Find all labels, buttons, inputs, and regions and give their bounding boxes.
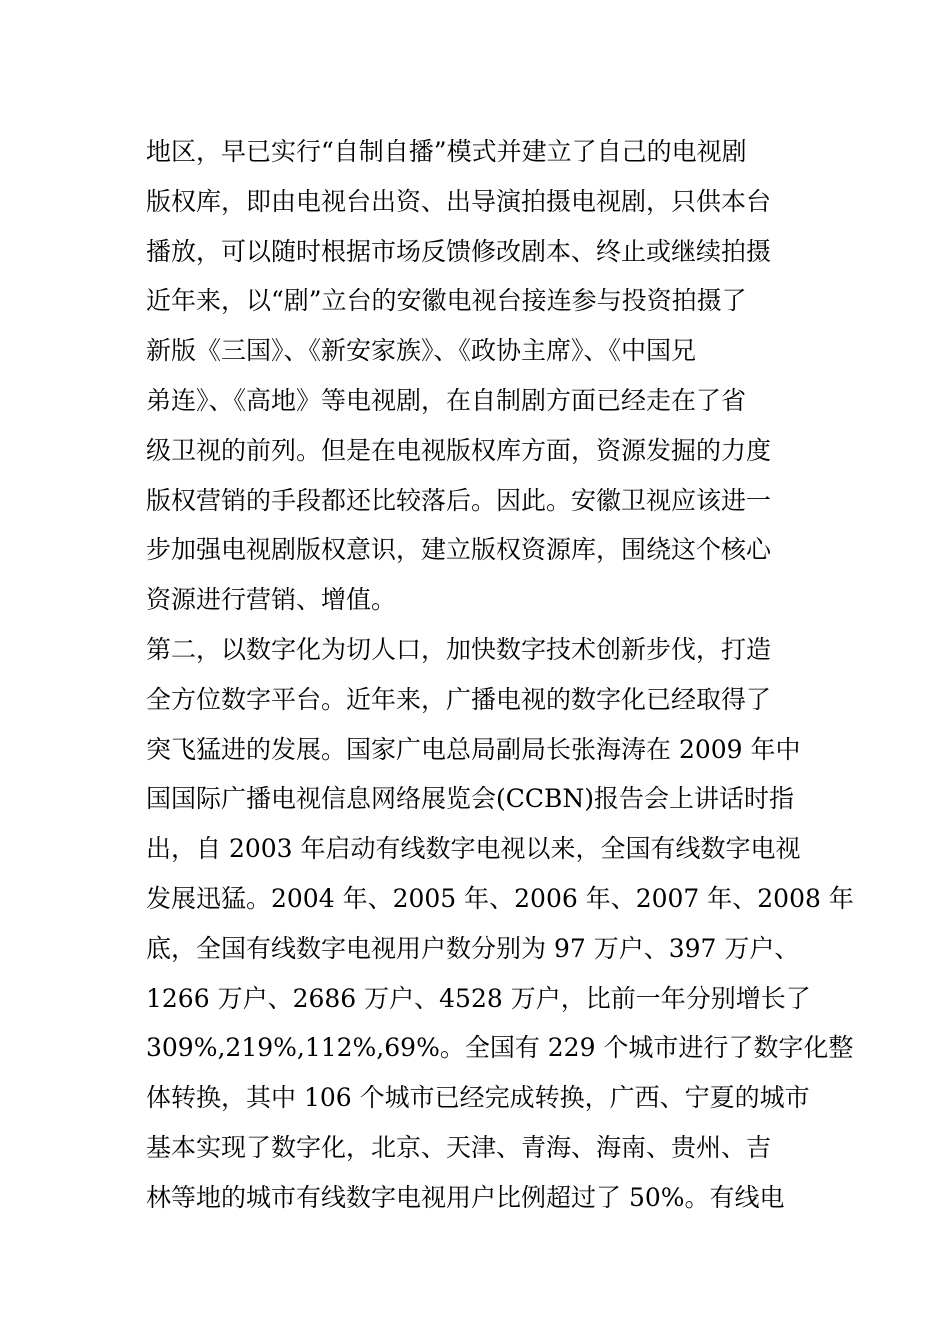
text-line: 近年来，以“剧”立台的安徽电视台接连参与投资拍摄了 bbox=[146, 286, 747, 316]
text-line: 底，全国有线数字电视用户数分别为 97 万户、397 万户、 bbox=[146, 933, 800, 963]
text-line: 林等地的城市有线数字电视用户比例超过了 50%。有线电 bbox=[146, 1182, 785, 1212]
text-line: 1266 万户、2686 万户、4528 万户，比前一年分别增长了 bbox=[146, 983, 811, 1013]
text-line: 国国际广播电视信息网络展览会(CCBN)报告会上讲话时指 bbox=[146, 784, 795, 814]
text-line: 体转换，其中 106 个城市已经完成转换，广西、宁夏的城市 bbox=[146, 1083, 810, 1113]
text-line: 资源进行营销、增值。 bbox=[146, 585, 397, 615]
text-line: 309%,219%,112%,69%。全国有 229 个城市进行了数字化整 bbox=[146, 1033, 854, 1063]
text-line: 全方位数字平台。近年来，广播电视的数字化已经取得了 bbox=[146, 684, 772, 714]
text-line: 基本实现了数字化，北京、天津、青海、海南、贵州、吉 bbox=[146, 1132, 772, 1162]
body-text bbox=[146, 127, 854, 1223]
text-line: 弟连》、《高地》等电视剧，在自制剧方面已经走在了省 bbox=[146, 385, 747, 415]
text-line: 级卫视的前列。但是在电视版权库方面，资源发掘的力度 bbox=[146, 435, 772, 465]
text-line: 播放，可以随时根据市场反馈修改剧本、终止或继续拍摄 bbox=[146, 236, 772, 266]
text-line: 第二，以数字化为切人口，加快数字技术创新步伐，打造 bbox=[146, 634, 772, 664]
text-line: 出，自 2003 年启动有线数字电视以来，全国有线数字电视 bbox=[146, 834, 801, 864]
text-line: 新版《三国》、《新安家族》、《政协主席》、《中国兄 bbox=[146, 336, 697, 366]
text-line: 突飞猛进的发展。国家广电总局副局长张海涛在 2009 年中 bbox=[146, 734, 801, 764]
text-line: 版权营销的手段都还比较落后。因此。安徽卫视应该进一 bbox=[146, 485, 772, 515]
text-line: 地区，早已实行“自制自播”模式并建立了自己的电视剧 bbox=[146, 137, 747, 166]
text-line: 版权库，即由电视台出资、出导演拍摄电视剧，只供本台 bbox=[146, 186, 772, 216]
text-line: 发展迅猛。2004 年、2005 年、2006 年、2007 年、2008 年 bbox=[146, 883, 854, 913]
text-line: 步加强电视剧版权意识，建立版权资源库，围绕这个核心 bbox=[146, 535, 772, 565]
